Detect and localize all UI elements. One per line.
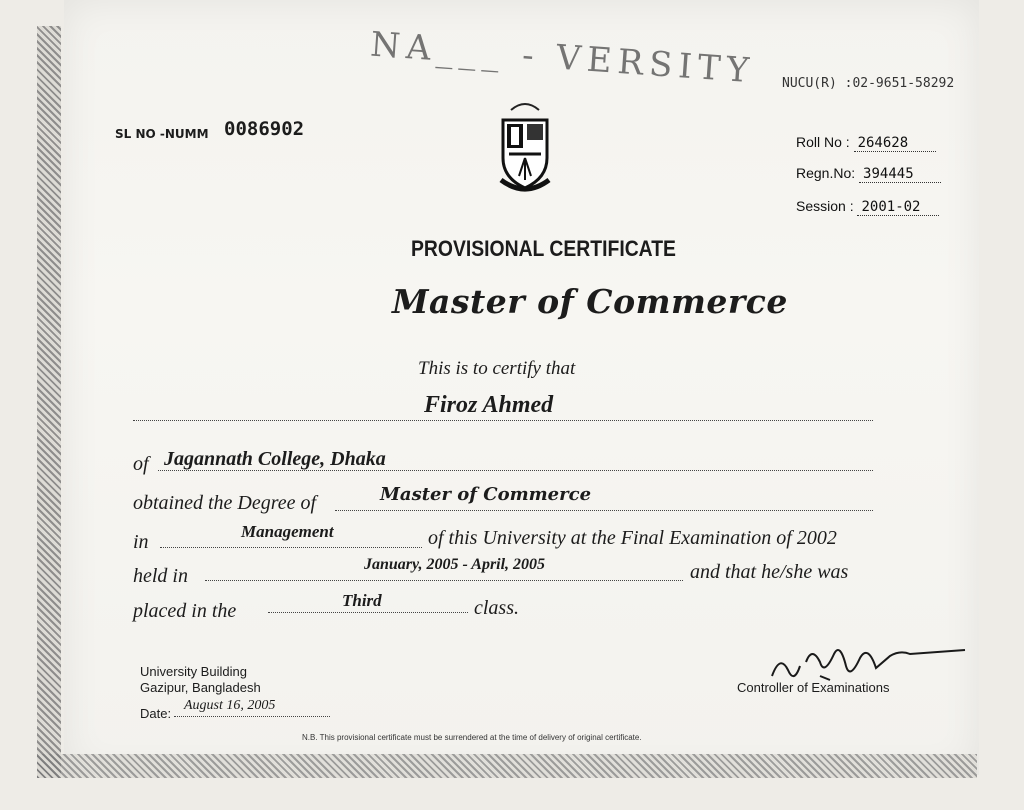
regn-value: 394445 xyxy=(859,166,941,183)
controller-title: Controller of Examinations xyxy=(737,680,890,695)
registration-number xyxy=(796,165,941,183)
decorative-border-bottom xyxy=(37,754,977,778)
of-label: of xyxy=(133,453,149,475)
stamp-text: NA___ - VERSITY xyxy=(369,24,757,92)
dates-line xyxy=(205,580,683,581)
placed-label: placed in the xyxy=(133,600,237,622)
name-line xyxy=(133,420,873,421)
session-value: 2001-02 xyxy=(857,199,939,216)
regn-label: Regn.No: xyxy=(796,165,856,181)
subject-value: Management xyxy=(241,522,334,541)
college-line xyxy=(158,470,873,471)
roll-number xyxy=(796,134,936,152)
class-suffix: class. xyxy=(474,597,519,619)
serial-number-label: SL NO -NUMM xyxy=(115,127,209,141)
date-value: August 16, 2005 xyxy=(184,698,276,713)
class-line xyxy=(268,612,468,613)
exam-statement: of this University at the Final Examination of 2002 xyxy=(428,527,837,549)
reference-number: NUCU(R) :02-9651-58292 xyxy=(782,76,955,91)
student-name: Firoz Ahmed xyxy=(424,392,554,418)
in-label: in xyxy=(133,531,149,553)
roll-label: Roll No : xyxy=(796,134,850,150)
date-line xyxy=(174,716,330,717)
session xyxy=(796,198,939,216)
degree-value: Master of Commerce xyxy=(380,484,592,505)
class-value: Third xyxy=(342,591,382,610)
address-line-2: Gazipur, Bangladesh xyxy=(140,680,261,695)
college-name: Jagannath College, Dhaka xyxy=(164,448,386,470)
subject-line xyxy=(160,547,422,548)
certificate-title: PROVISIONAL CERTIFICATE xyxy=(411,236,676,261)
degree-heading: Master of Commerce xyxy=(392,282,788,321)
roll-value: 264628 xyxy=(854,135,936,152)
serial-number-value: 0086902 xyxy=(224,118,305,140)
held-rest-text: and that he/she was xyxy=(690,561,849,583)
footnote: N.B. This provisional certificate must be surrendered at the time of delivery of original certificate. xyxy=(302,733,642,742)
decorative-border-left xyxy=(37,26,61,778)
degree-line xyxy=(335,510,873,511)
date-label: Date: xyxy=(140,706,172,721)
obtained-label: obtained the Degree of xyxy=(133,492,317,514)
university-crest-icon xyxy=(497,100,553,196)
held-label: held in xyxy=(133,565,188,587)
exam-dates: January, 2005 - April, 2005 xyxy=(364,556,546,573)
address-line-1: University Building xyxy=(140,664,247,679)
certify-statement: This is to certify that xyxy=(418,358,576,379)
session-label: Session : xyxy=(796,198,854,214)
